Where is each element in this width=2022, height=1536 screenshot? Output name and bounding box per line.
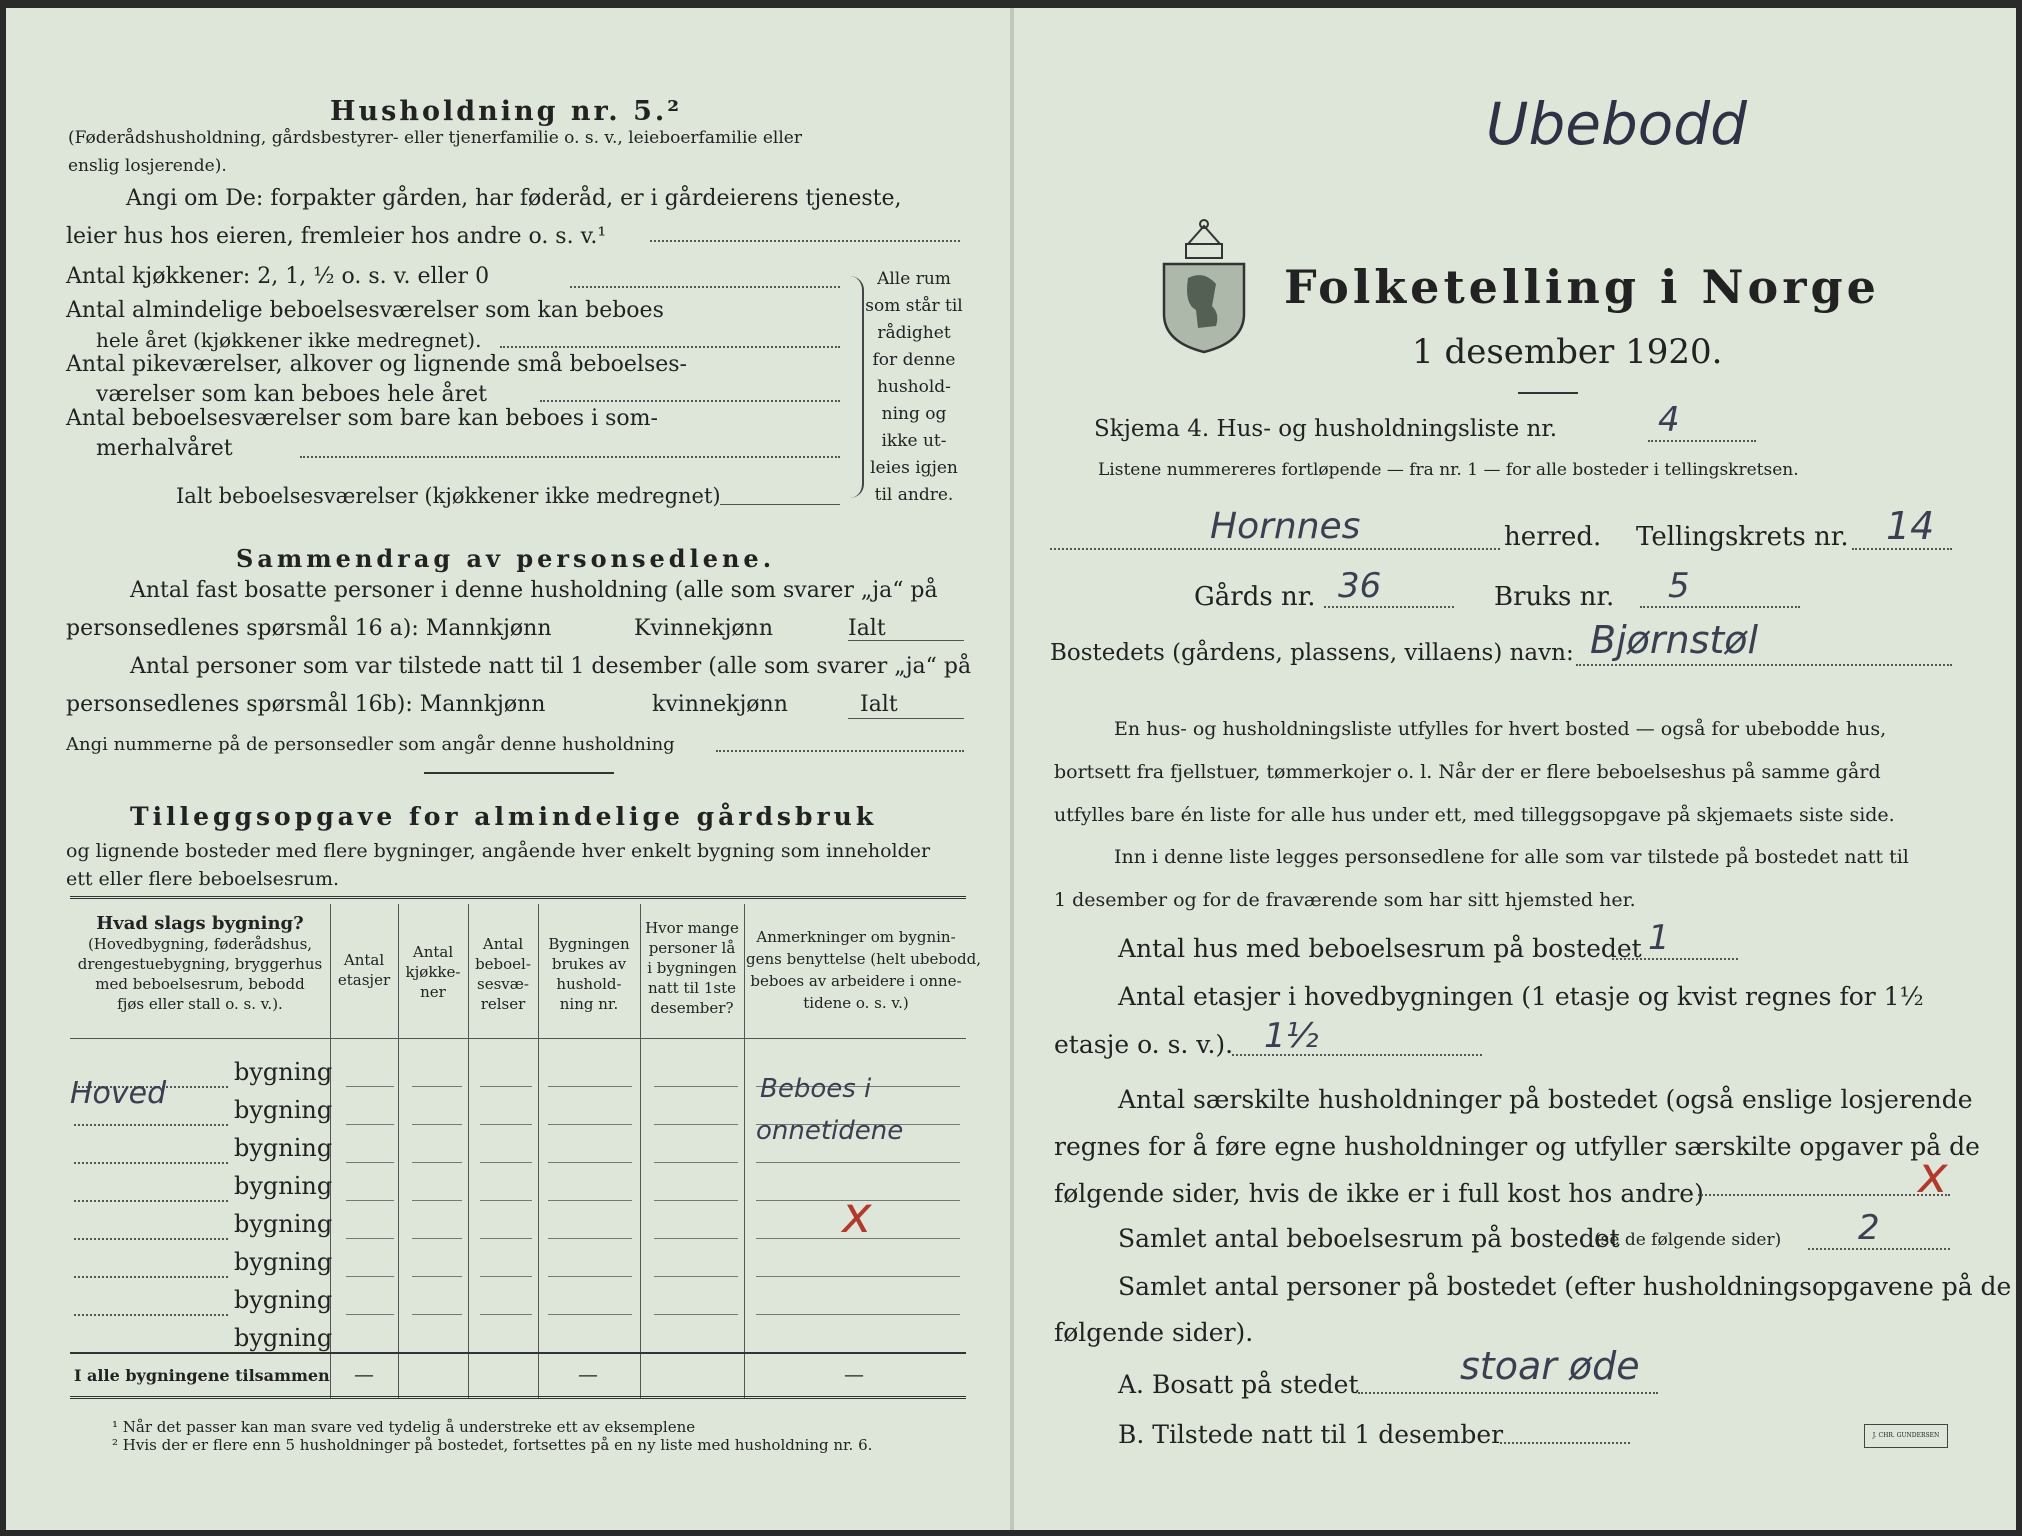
q-husholdninger: Antal særskilte husholdninger på bostedet (også enslige losjerende regnes for å føre egne husholdninger og utfyller særskilte opgaver på de følgende sider, hvis de ikke er i full kost hos andre) — [1054, 1085, 1980, 1208]
summary-ialt-line-1 — [848, 640, 964, 641]
row-cell-line — [412, 1314, 462, 1315]
herred-line — [1050, 548, 1500, 550]
row-cell-line — [480, 1238, 532, 1239]
bosted-label: Bostedets (gårdens, plassens, villaens) navn: — [1050, 640, 1574, 666]
summary-line-2a: personsedlenes spørsmål 16 a): Mannkjønn — [66, 616, 552, 641]
ialt-rooms-line — [720, 504, 840, 505]
row-cell-line — [412, 1162, 462, 1163]
q-personer-2: følgende sider). — [1054, 1318, 1254, 1347]
hw-schema-nr: 4 — [1658, 400, 1680, 440]
date-rule — [1518, 392, 1578, 394]
row-cell-line — [412, 1276, 462, 1277]
vline — [468, 904, 469, 1398]
row-cell-line — [654, 1124, 738, 1125]
bruks-line — [1640, 606, 1800, 608]
hw-herred: Hornnes — [1210, 506, 1361, 547]
schema-nr-line — [1648, 440, 1756, 442]
rooms-answer-4 — [300, 456, 840, 458]
q-etasjer-1: Antal etasjer i hovedbygningen (1 etasje og kvist regnes for 1½ — [1118, 982, 1924, 1011]
intro-line-1: (Føderådshusholdning, gårdsbestyrer- eller tjenerfamilie o. s. v., leieboerfamilie eller — [68, 128, 802, 148]
row-cell-line — [756, 1314, 960, 1315]
vline — [538, 904, 539, 1398]
b-tilstede: B. Tilstede natt til 1 desember — [1118, 1420, 1504, 1449]
hw-bosted: Bjørnstøl — [1590, 618, 1759, 662]
supplement-line-1: og lignende bosteder med flere bygninger, angående hver enkelt bygning som inneholder — [66, 840, 931, 862]
rooms-line-5: værelser som kan beboes hele året — [96, 382, 487, 407]
hw-a: stoar øde — [1460, 1344, 1640, 1388]
vline — [744, 904, 745, 1398]
gards-line — [1324, 606, 1454, 608]
row-name-line — [74, 1276, 228, 1278]
table-row: bygning — [234, 1058, 333, 1086]
hw-etasjer: 1½ — [1264, 1016, 1319, 1056]
row-cell-line — [346, 1276, 394, 1277]
row-cell-line — [480, 1124, 532, 1125]
row-cell-line — [480, 1086, 532, 1087]
table-row: bygning — [234, 1248, 333, 1276]
hw-hus: 1 — [1648, 918, 1670, 958]
row-cell-line — [654, 1086, 738, 1087]
row-cell-line — [480, 1162, 532, 1163]
hw-krets: 14 — [1886, 504, 1935, 548]
hw-remark-1: Beboes i — [760, 1074, 872, 1104]
hw-rum: 2 — [1858, 1208, 1880, 1248]
header-rule — [70, 1038, 966, 1039]
rooms-answer-1 — [570, 286, 840, 288]
row-name-line — [74, 1238, 228, 1240]
schema-line: Skjema 4. Hus- og husholdningsliste nr. — [1094, 416, 1558, 442]
divider-1 — [424, 772, 614, 774]
row-cell-line — [346, 1314, 394, 1315]
table-row: bygning — [234, 1286, 333, 1314]
summary-line-2b: Kvinnekjønn — [634, 616, 773, 641]
vline — [640, 904, 641, 1398]
hw-remark-2: onnetidene — [756, 1116, 904, 1146]
coat-of-arms — [1158, 214, 1250, 354]
angi-line-1: Angi om De: forpakter gården, har føderåd, er i gårdeierens tjeneste, — [126, 186, 902, 211]
q-rum: Samlet antal beboelsesrum på bostedet — [1118, 1224, 1620, 1253]
table-row: bygning — [234, 1210, 333, 1238]
row-name-line — [74, 1200, 228, 1202]
household-title: Husholdning nr. 5.² — [330, 96, 683, 127]
row-cell-line — [548, 1314, 632, 1315]
row-name-line — [74, 1124, 228, 1126]
gards-label: Gårds nr. — [1194, 582, 1316, 612]
row-cell-line — [548, 1162, 632, 1163]
b-line — [1500, 1442, 1630, 1444]
footnote-1: ¹ Når det passer kan man svare ved tydelig å understreke ett av eksemplene — [112, 1418, 696, 1436]
rooms-line-1: Antal kjøkkener: 2, 1, ½ o. s. v. eller 0 — [66, 264, 490, 289]
col-header-1: Antal etasjer — [337, 951, 391, 989]
hw-hush-mark: x — [1918, 1146, 1948, 1204]
krets-line — [1852, 548, 1952, 550]
etasjer-line — [1232, 1054, 1482, 1056]
hw-ubebodd: Ubebodd — [1486, 90, 1747, 158]
total-dash-1: — — [354, 1362, 374, 1386]
angi-answer-line — [650, 240, 960, 242]
row-cell-line — [654, 1200, 738, 1201]
total-rule-top — [70, 1352, 966, 1354]
total-dash-2: — — [578, 1362, 598, 1386]
summary-line-3: Antal personer som var tilstede natt til 1 desember (alle som svarer „ja“ på — [130, 654, 972, 679]
row-cell-line — [548, 1124, 632, 1125]
hus-line — [1612, 958, 1738, 960]
hw-bruks: 5 — [1668, 566, 1690, 606]
tellingskrets-label: Tellingskrets nr. — [1636, 522, 1849, 552]
instructions-para-1: En hus- og husholdningsliste utfylles for hvert bosted — også for ubebodde hus, bortsett fra fjellstuer, tømmerkojer o. l. Når der er flere beboelseshus på samme gård utfylles bare én liste for alle hus under ett, med tilleggsopgave på skjemaets siste side. — [1054, 718, 1895, 826]
bracket — [848, 276, 864, 498]
total-dash-3: — — [844, 1362, 864, 1386]
table-row: bygning — [234, 1172, 333, 1200]
a-line — [1358, 1392, 1658, 1394]
summary-line-4c: Ialt — [860, 692, 898, 717]
bruks-label: Bruks nr. — [1494, 582, 1615, 612]
q-etasjer-2: etasje o. s. v.). — [1054, 1030, 1234, 1059]
row-name-line — [74, 1162, 228, 1164]
rooms-line-3: hele året (kjøkkener ikke medregnet). — [96, 328, 482, 352]
col-header-4: Bygningen brukes av hushold- ning nr. — [548, 935, 630, 1013]
row-name-line — [74, 1314, 228, 1316]
rooms-line-7: merhalvåret — [96, 436, 233, 461]
row-cell-line — [346, 1086, 394, 1087]
summary-line-4b: kvinnekjønn — [652, 692, 788, 717]
q-hus: Antal hus med beboelsesrum på bostedet — [1118, 934, 1642, 963]
summary-line-4a: personsedlenes spørsmål 16b): Mannkjønn — [66, 692, 546, 717]
row-cell-line — [480, 1200, 532, 1201]
row-cell-line — [480, 1276, 532, 1277]
supplement-line-2: ett eller flere beboelsesrum. — [66, 868, 340, 890]
row-cell-line — [346, 1200, 394, 1201]
herred-label: herred. — [1504, 522, 1602, 552]
summary-ialt-line-2 — [848, 718, 964, 719]
ialt-rooms: Ialt beboelsesværelser (kjøkkener ikke medregnet) — [176, 484, 721, 508]
intro-line-2: enslig losjerende). — [68, 156, 227, 176]
row-cell-line — [412, 1200, 462, 1201]
row-cell-line — [548, 1276, 632, 1277]
census-date: 1 desember 1920. — [1412, 332, 1723, 372]
row-cell-line — [654, 1314, 738, 1315]
table-row: bygning — [234, 1096, 333, 1124]
hw-gards: 36 — [1338, 566, 1382, 606]
row-cell-line — [412, 1124, 462, 1125]
row-cell-line — [756, 1162, 960, 1163]
hw-mark-left: x — [842, 1186, 872, 1244]
rooms-answer-3 — [540, 400, 840, 402]
row-cell-line — [548, 1200, 632, 1201]
census-title: Folketelling i Norge — [1284, 260, 1880, 314]
footnote-2: ² Hvis der er flere enn 5 husholdninger på bostedet, fortsettes på en ny liste med husholdning nr. 6. — [112, 1436, 873, 1454]
instructions-para-2: Inn i denne liste legges personsedlene for alle som var tilstede på bostedet natt til 1 desember og for de fraværende som har sitt hjemsted her. — [1054, 846, 1909, 911]
row-cell-line — [654, 1162, 738, 1163]
q-rum-note: (se de følgende sider) — [1594, 1230, 1782, 1250]
rooms-line-2: Antal almindelige beboelsesværelser som kan beboes — [66, 298, 664, 323]
rooms-answer-2 — [500, 346, 840, 348]
hw-hoved: Hoved — [70, 1076, 167, 1111]
row-cell-line — [480, 1314, 532, 1315]
summary-line-1: Antal fast bosatte personer i denne husholdning (alle som svarer „ja“ på — [130, 578, 938, 603]
a-bosatt: A. Bosatt på stedet — [1118, 1370, 1359, 1399]
col-header-2: Antal kjøkke- ner — [405, 943, 461, 1001]
summary-line-2c: Ialt — [848, 616, 886, 641]
row-cell-line — [548, 1238, 632, 1239]
angi-line-2: leier hus hos eieren, fremleier hos andre o. s. v.¹ — [66, 224, 607, 249]
husholdninger-line — [1698, 1194, 1950, 1196]
row-cell-line — [346, 1162, 394, 1163]
supplement-title: Tilleggsopgave for almindelige gårdsbruk — [130, 802, 878, 831]
angi-nummerne-line — [716, 750, 964, 752]
vline — [398, 904, 399, 1398]
row-cell-line — [346, 1124, 394, 1125]
table-row: bygning — [234, 1134, 333, 1162]
col-header-0: Hvad slags bygning? (Hovedbygning, føderådshus, drengestuebygning, bryggerhus med beboelsesrum, bebodd fjøs eller stall o. s. v.). — [77, 913, 323, 1013]
row-cell-line — [346, 1238, 394, 1239]
total-label: I alle bygningene tilsammen — [74, 1366, 330, 1385]
bosted-line — [1576, 664, 1952, 666]
bracket-note: Alle rum som står til rådighet for denne hushold- ning og ikke ut- leies igjen til andre. — [865, 269, 963, 505]
rooms-line-4: Antal pikeværelser, alkover og lignende små beboelses- — [66, 352, 687, 377]
row-cell-line — [548, 1086, 632, 1087]
col-header-3: Antal beboel- sesvæ- relser — [475, 935, 531, 1013]
table-row: bygning — [234, 1324, 333, 1352]
col-header-5: Hvor mange personer lå i bygningen natt til 1ste desember? — [645, 919, 739, 1017]
rooms-line-6: Antal beboelsesværelser som bare kan beboes i som- — [66, 406, 658, 431]
row-cell-line — [756, 1276, 960, 1277]
row-cell-line — [654, 1276, 738, 1277]
col-header-6: Anmerkninger om bygnin- gens benyttelse (helt ubebodd, beboes av arbeidere i onne- tidene o. s. v.) — [746, 928, 982, 1012]
summary-title: Sammendrag av personsedlene. — [236, 544, 776, 573]
table-top-rule — [70, 896, 966, 899]
printer-stamp — [1864, 1424, 1948, 1448]
rum-line — [1808, 1248, 1950, 1250]
row-cell-line — [412, 1238, 462, 1239]
angi-nummerne: Angi nummerne på de personsedler som angår denne husholdning — [66, 734, 675, 755]
q-personer-1: Samlet antal personer på bostedet (efter husholdningsopgavene på de — [1118, 1272, 2012, 1301]
row-cell-line — [412, 1086, 462, 1087]
printer-stamp-text: J. CHR. GUNDERSEN — [1872, 1432, 1940, 1439]
total-rule-bottom — [70, 1396, 966, 1399]
numbering-note: Listene nummereres fortløpende — fra nr. 1 — for alle bosteder i tellingskretsen. — [1098, 460, 1799, 480]
row-cell-line — [654, 1238, 738, 1239]
